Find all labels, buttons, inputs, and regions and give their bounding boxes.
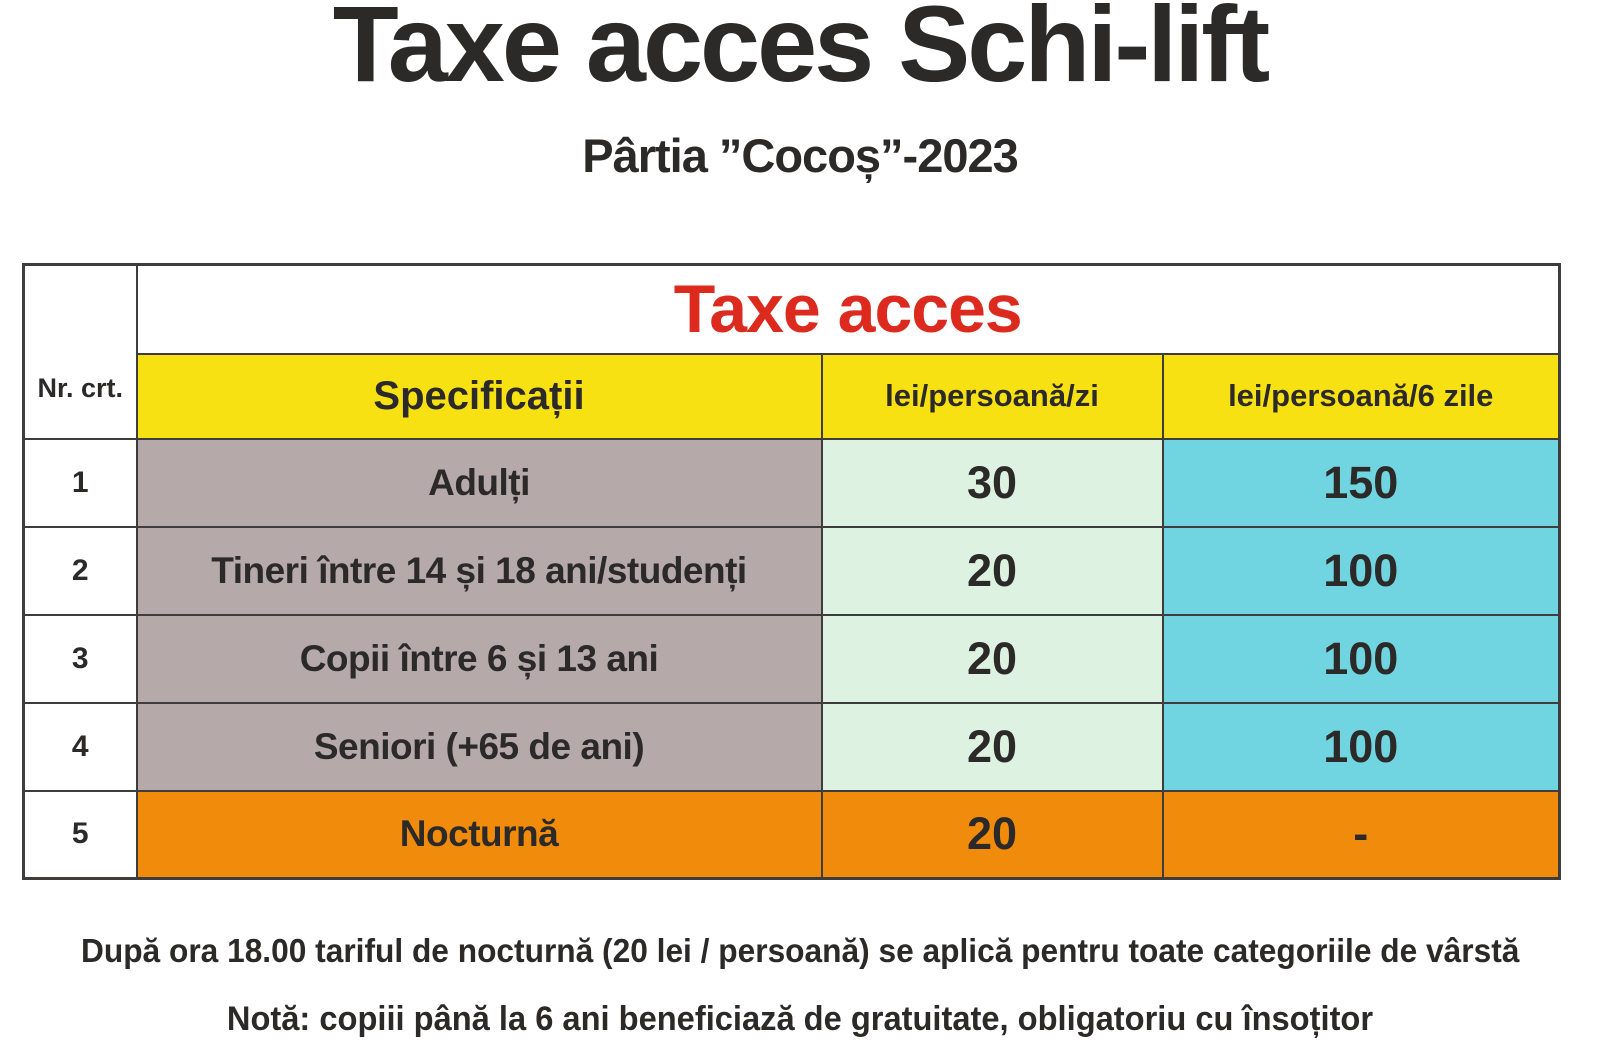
table-title-cell: Taxe acces — [137, 265, 1560, 354]
price-per-6days-cell: 100 — [1163, 527, 1560, 615]
category-cell: Tineri între 14 și 18 ani/studenți — [137, 527, 822, 615]
row-number: 1 — [24, 439, 137, 527]
table-title-row — [24, 265, 1560, 354]
footnote-copii-text: Notă: copiii până la 6 ani beneficiază de gratuitate, obligatoriu cu însoțitor — [226, 1000, 1374, 1038]
price-table — [22, 263, 1561, 880]
price-per-6days-cell: 100 — [1163, 703, 1560, 791]
page-title: Taxe acces Schi-lift — [332, 0, 1268, 104]
price-per-day-cell: 20 — [822, 615, 1163, 703]
column-header-per-day: lei/persoană/zi — [822, 354, 1163, 439]
category-cell: Copii între 6 și 13 ani — [137, 615, 822, 703]
price-per-6days-cell: 100 — [1163, 615, 1560, 703]
price-per-day-cell: 20 — [822, 527, 1163, 615]
corner-header-cell — [24, 265, 137, 439]
column-header-specificatii: Specificații — [137, 354, 822, 439]
price-per-day-cell: 20 — [822, 791, 1163, 879]
price-per-6days-cell: - — [1163, 791, 1560, 879]
price-per-6days-cell: 150 — [1163, 439, 1560, 527]
row-number: 3 — [24, 615, 137, 703]
table-row — [24, 439, 1560, 527]
column-header-per-6days: lei/persoană/6 zile — [1163, 354, 1560, 439]
footnote-copii — [0, 1000, 1600, 1039]
category-cell: Nocturnă — [137, 791, 822, 879]
page-subtitle: Pârtia ”Cocoș”-2023 — [582, 129, 1018, 182]
corner-header-label: Nr. crt. — [37, 372, 124, 403]
table-row — [24, 703, 1560, 791]
table-header-row — [24, 354, 1560, 439]
row-number: 2 — [24, 527, 137, 615]
table-row — [24, 615, 1560, 703]
price-per-day-cell: 20 — [822, 703, 1163, 791]
category-cell: Adulți — [137, 439, 822, 527]
row-number: 5 — [24, 791, 137, 879]
price-per-day-cell: 30 — [822, 439, 1163, 527]
table-row-nocturna — [24, 791, 1560, 879]
category-cell: Seniori (+65 de ani) — [137, 703, 822, 791]
footnote-nocturna-text: După ora 18.00 tariful de nocturnă (20 lei / persoană) se aplică pentru toate categoriile de vârstă — [80, 932, 1520, 969]
table-row — [24, 527, 1560, 615]
footnote-nocturna — [0, 932, 1600, 970]
row-number: 4 — [24, 703, 137, 791]
